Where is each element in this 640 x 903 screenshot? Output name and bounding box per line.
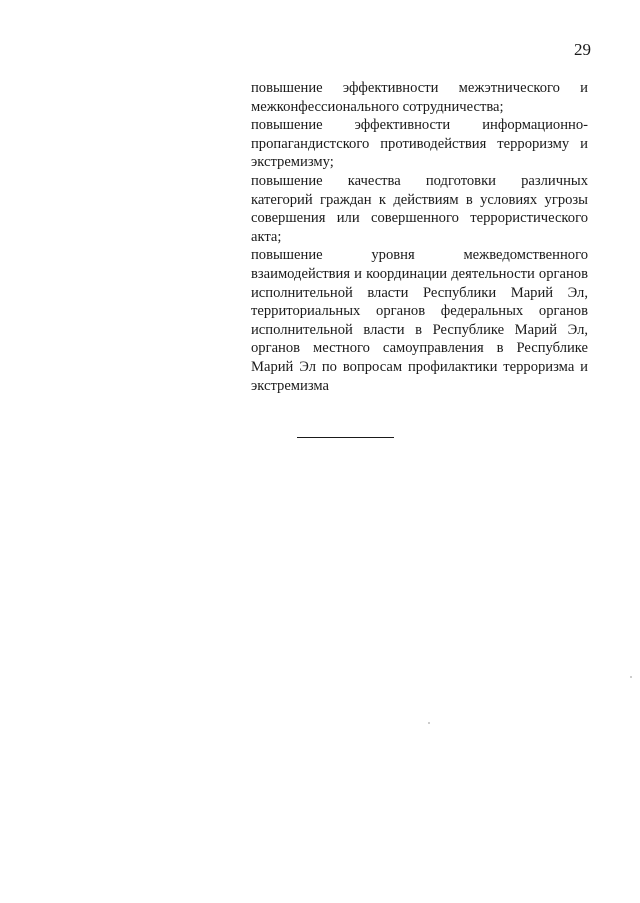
document-body bbox=[251, 79, 588, 395]
scan-speck bbox=[428, 722, 430, 724]
list-item-information-counteraction: повышение эффективности информационно-пропагандистского противодействия терроризму и экстремизму; bbox=[251, 117, 588, 171]
page-number: 29 bbox=[574, 40, 591, 59]
list-item-interethnic-cooperation: повышение эффективности межэтнического и межконфессионального сотрудничества; bbox=[251, 80, 588, 115]
list-item-interagency-coordination: повышение уровня межведомственного взаимодействия и координации деятельности органов исполнительной власти Республики Марий Эл, территориальных органов федеральных органов исполнительной власти в Республике Марий Эл, органов местного самоуправления в Республике Марий Эл по вопросам профилактики терроризма и экстремизма bbox=[251, 247, 588, 394]
list-item-citizen-training: повышение качества подготовки различных категорий граждан к действиям в условиях угрозы совершения или совершенного террористического акта; bbox=[251, 172, 588, 245]
end-separator-line bbox=[297, 437, 394, 438]
scan-speck bbox=[630, 676, 632, 678]
